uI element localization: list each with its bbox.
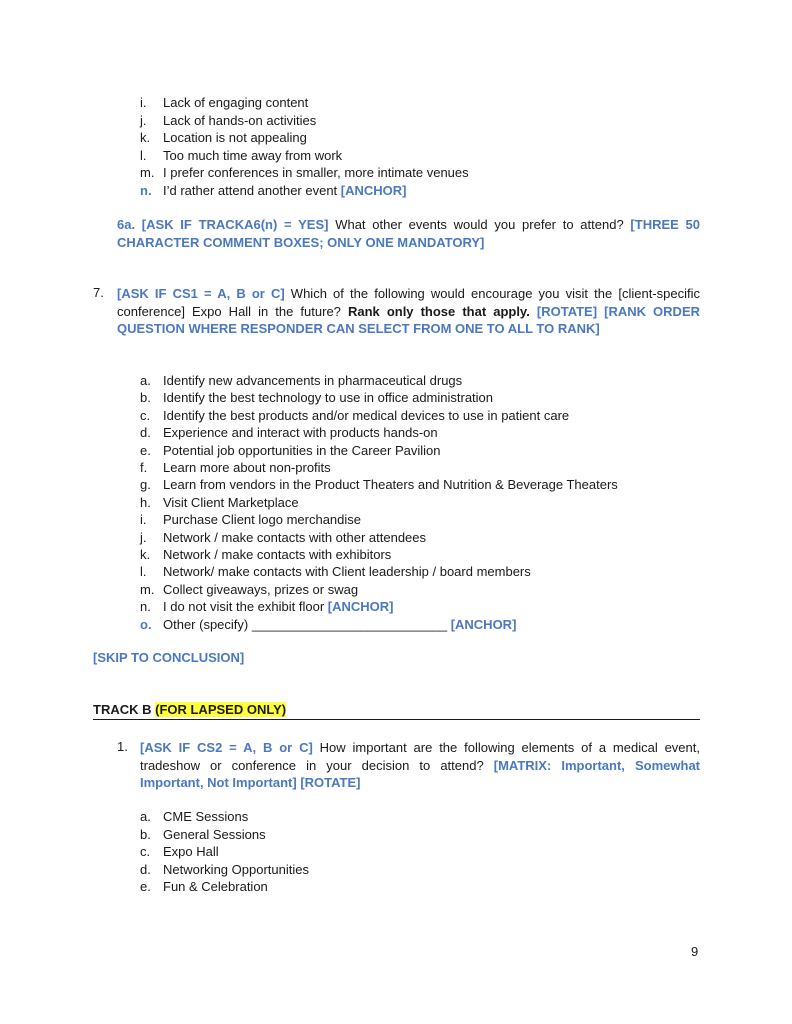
list-item bbox=[140, 861, 700, 878]
question-6a bbox=[117, 216, 700, 251]
list-marker: l. bbox=[140, 147, 147, 163]
list-item bbox=[140, 511, 700, 528]
list-text: Networking Opportunities bbox=[163, 861, 309, 877]
list-marker: n. bbox=[140, 182, 152, 198]
question-b1 bbox=[140, 739, 700, 792]
anchor-tag: [ANCHOR] bbox=[450, 616, 517, 632]
q7-condition: [ASK IF CS1 = A, B or C] bbox=[117, 286, 285, 301]
list-marker: m. bbox=[140, 581, 155, 597]
list-item bbox=[140, 182, 700, 199]
list-item bbox=[140, 581, 700, 598]
list-item bbox=[140, 494, 700, 511]
list-marker: b. bbox=[140, 390, 151, 406]
list-text: Network/ make contacts with Client leadership / board members bbox=[163, 564, 531, 580]
list-item bbox=[140, 546, 700, 563]
list-item bbox=[140, 459, 700, 476]
list-item bbox=[140, 598, 700, 615]
list-item bbox=[140, 843, 700, 860]
list-marker: m. bbox=[140, 165, 155, 180]
list-marker: l. bbox=[140, 564, 147, 580]
question-7 bbox=[117, 285, 700, 338]
q7-tag-continued: QUESTION WHERE RESPONDER CAN SELECT FROM ONE TO ALL TO RANK] bbox=[117, 321, 600, 336]
list-text: Location is not appealing bbox=[163, 130, 307, 145]
question-b1-number: 1. bbox=[117, 739, 128, 754]
list-text: Expo Hall bbox=[163, 844, 219, 859]
list-item bbox=[140, 878, 700, 895]
list-item bbox=[140, 94, 700, 111]
list-item bbox=[140, 476, 700, 493]
list-item bbox=[140, 616, 700, 633]
list-marker: d. bbox=[140, 861, 151, 877]
list-text: Identify the best technology to use in office administration bbox=[163, 390, 494, 406]
question-7-number: 7. bbox=[93, 285, 104, 300]
list-text: Visit Client Marketplace bbox=[163, 494, 299, 510]
q6a-tag: [THREE 50 bbox=[630, 217, 700, 232]
b1-text-cont: tradeshow or conference in your decision to attend? bbox=[140, 757, 494, 773]
list-text: Identify the best products and/or medical devices to use in patient care bbox=[163, 407, 570, 423]
list-text: Fun & Celebration bbox=[163, 879, 268, 894]
q7-text-cont: conference] Expo Hall in the future? bbox=[117, 303, 348, 319]
list-item bbox=[140, 529, 700, 546]
list-text: General Sessions bbox=[163, 826, 266, 842]
list-marker: n. bbox=[140, 599, 151, 615]
list-marker: i. bbox=[140, 512, 147, 528]
track-b-heading bbox=[93, 702, 700, 720]
q6a-tag-continued: CHARACTER COMMENT BOXES; ONLY ONE MANDATORY] bbox=[117, 234, 485, 250]
list-item bbox=[140, 129, 700, 146]
list-marker: k. bbox=[140, 130, 151, 145]
track-b-highlight: (FOR LAPSED ONLY) bbox=[155, 702, 287, 717]
q7-tag: [ROTATE] [RANK ORDER bbox=[529, 303, 700, 319]
list-marker: o. bbox=[140, 616, 152, 632]
list-text: Other (specify) ___________________________ [ANCHOR] bbox=[163, 616, 517, 632]
list-item bbox=[140, 147, 700, 164]
q6a-text: What other events would you prefer to attend? bbox=[328, 217, 631, 232]
q6a-label: 6a. [ASK IF TRACKA6(n) = YES] bbox=[117, 217, 329, 232]
anchor-tag: [ANCHOR] bbox=[340, 182, 407, 198]
list-marker: j. bbox=[140, 529, 147, 545]
list-item bbox=[140, 808, 700, 825]
list-text: Collect giveaways, prizes or swag bbox=[163, 581, 359, 597]
list-text: Purchase Client logo merchandise bbox=[163, 512, 361, 528]
list-item bbox=[140, 442, 700, 459]
list-text: CME Sessions bbox=[163, 809, 249, 824]
b1-tag: [MATRIX: Important, Somewhat bbox=[493, 757, 700, 773]
list-marker: g. bbox=[140, 477, 151, 493]
list-marker: j. bbox=[140, 112, 147, 128]
list-item bbox=[140, 563, 700, 580]
list-marker: e. bbox=[140, 442, 151, 458]
b1-text: How important are the following elements of a medical event, bbox=[312, 740, 700, 755]
list-text: Identify new advancements in pharmaceutical drugs bbox=[163, 373, 463, 388]
list-marker: a. bbox=[140, 809, 151, 824]
q7-instruction: Rank only those that apply. bbox=[347, 303, 530, 319]
list-marker: e. bbox=[140, 879, 151, 894]
list-item bbox=[140, 424, 700, 441]
list-text: Too much time away from work bbox=[163, 147, 343, 163]
track-b-title: TRACK B bbox=[93, 702, 156, 717]
list-marker: a. bbox=[140, 373, 151, 388]
skip-instruction: [SKIP TO CONCLUSION] bbox=[93, 650, 245, 665]
list-item bbox=[140, 112, 700, 129]
list-marker: k. bbox=[140, 547, 151, 562]
list-marker: b. bbox=[140, 826, 151, 842]
q7-text: Which of the following would encourage you visit the [client-specific bbox=[284, 286, 700, 301]
list-item bbox=[140, 826, 700, 843]
list-marker: h. bbox=[140, 494, 151, 510]
anchor-tag: [ANCHOR] bbox=[327, 599, 394, 615]
list-text: Experience and interact with products hands-on bbox=[163, 425, 438, 441]
list-item bbox=[140, 372, 700, 389]
list-text: Potential job opportunities in the Career Pavilion bbox=[163, 442, 441, 458]
list-marker: d. bbox=[140, 425, 151, 441]
list-text: Learn more about non-profits bbox=[163, 460, 331, 475]
page-number: 9 bbox=[691, 944, 699, 959]
b1-condition: [ASK IF CS2 = A, B or C] bbox=[140, 740, 313, 755]
list-text: Lack of engaging content bbox=[163, 95, 309, 110]
list-item bbox=[140, 164, 700, 181]
list-item bbox=[140, 407, 700, 424]
list-marker: c. bbox=[140, 407, 151, 423]
list-marker: f. bbox=[140, 460, 148, 475]
list-text: Lack of hands-on activities bbox=[163, 112, 317, 128]
list-text: I prefer conferences in smaller, more intimate venues bbox=[163, 165, 469, 180]
b1-tag-continued: Important, Not Important] [ROTATE] bbox=[140, 775, 361, 790]
list-item bbox=[140, 389, 700, 406]
list-text: Network / make contacts with other attendees bbox=[163, 529, 427, 545]
list-marker: c. bbox=[140, 844, 151, 859]
list-marker: i. bbox=[140, 95, 147, 110]
list-text: Learn from vendors in the Product Theaters and Nutrition & Beverage Theaters bbox=[163, 477, 618, 493]
list-text: I’d rather attend another event [ANCHOR] bbox=[163, 182, 407, 198]
list-text: Network / make contacts with exhibitors bbox=[163, 547, 392, 562]
list-text: I do not visit the exhibit floor [ANCHOR] bbox=[163, 599, 394, 615]
